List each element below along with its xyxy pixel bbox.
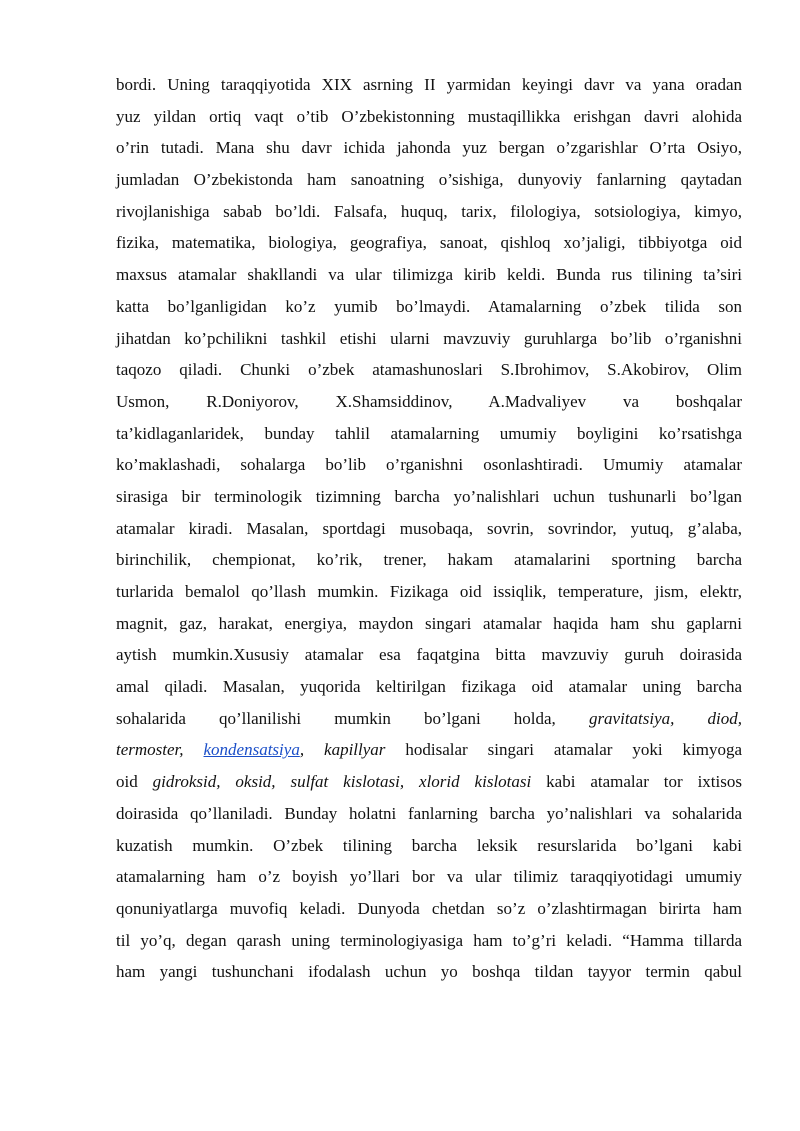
italic-term-diod: diod, (707, 708, 743, 728)
text-line-23-prefix: oid (116, 772, 138, 792)
kondensatsiya-link[interactable]: kondensatsiya (203, 740, 300, 760)
text-line-3: o’rin tutadi. Mana shu davr ichida jahonda yuz bergan o’zgarishlar O’rta Osiyo, (116, 138, 742, 158)
text-line-12: ta’kidlaganlaridek, bunday tahlil atamalarning umumiy boyligini ko’rsatishga (116, 423, 742, 443)
text-line-24: doirasida qo’llaniladi. Bunday holatni fanlarning barcha yo’nalishlari va sohalarida (116, 803, 742, 823)
text-line-21-prefix: sohalarida qo’llanilishi mumkin bo’lgani holda, (116, 708, 556, 728)
text-line-28: til yo’q, degan qarash uning terminologiyasiga ham to’g’ri keladi. “Hamma tillarda (116, 930, 742, 950)
text-line-5: rivojlanishiga sabab bo’ldi. Falsafa, huquq, tarix, filologiya, sotsiologiya, kimyo, (116, 201, 742, 221)
text-line-9: jihatdan ko’pchilikni tashkil etishi ularni mavzuviy guruhlarga bo’lib o’rganishni (116, 328, 742, 348)
text-line-23-suffix: kabi atamalar tor ixtisos (546, 772, 742, 792)
text-line-15: atamalar kiradi. Masalan, sportdagi musobaqa, sovrin, sovrindor, yutuq, g’alaba, (116, 518, 742, 538)
text-line-10: taqozo qiladi. Chunki o’zbek atamashunoslari S.Ibrohimov, S.Akobirov, Olim (116, 360, 742, 380)
text-line-13: ko’maklashadi, sohalarga bo’lib o’rganishni osonlashtiradi. Umumiy atamalar (116, 455, 742, 475)
text-line-22 (116, 734, 742, 766)
text-line-11: Usmon, R.Doniyorov, X.Shamsiddinov, A.Madvaliyev va boshqalar (116, 391, 742, 411)
text-line-25: kuzatish mumkin. O’zbek tilining barcha leksik resurslarida bo’lgani kabi (116, 835, 742, 855)
text-line-7: maxsus atamalar shakllandi va ular tilimizga kirib keldi. Bunda rus tilining ta’siri (116, 265, 742, 285)
italic-terms-chemistry: gidroksid, oksid, sulfat kislotasi, xlorid kislotasi (152, 772, 532, 792)
text-line-2: yuz yildan ortiq vaqt o’tib O’zbekistonning mustaqillikka erishgan davri alohida (116, 106, 742, 126)
text-line-26: atamalarning ham o’z boyish yo’llari bor va ular tilimiz taraqqiyotidagi umumiy (116, 867, 742, 887)
text-line-1: bordi. Uning taraqqiyotida XIX asrning II yarmidan keyingi davr va yana oradan (116, 75, 742, 94)
text-line-18: magnit, gaz, harakat, energiya, maydon singari atamalar haqida ham shu gaplarni (116, 613, 742, 633)
italic-term-termoster: termoster, (116, 740, 184, 760)
text-line-17: turlarida bemalol qo’llash mumkin. Fizikaga oid issiqlik, temperature, jism, elektr, (116, 582, 742, 601)
text-line-16: birinchilik, chempionat, ko’rik, trener, hakam atamalarini sportning barcha (116, 550, 742, 570)
text-line-22-suffix: hodisalar singari atamalar yoki kimyoga (405, 740, 743, 760)
text-line-20: amal qiladi. Masalan, yuqorida keltirilgan fizikaga oid atamalar uning barcha (116, 677, 742, 697)
text-line-21 (116, 703, 742, 735)
text-line-29: ham yangi tushunchani ifodalash uchun yo boshqa tildan tayyor termin qabul (116, 962, 742, 982)
text-line-23 (116, 766, 742, 798)
text-line-19: aytish mumkin.Xususiy atamalar esa faqatgina bitta mavzuviy guruh doirasida (116, 645, 742, 665)
text-line-27: qonuniyatlarga muvofiq keladi. Dunyoda chetdan so’z o’zlashtirmagan birirta ham (116, 898, 742, 918)
text-line-4: jumladan O’zbekistonda ham sanoatning o’sishiga, dunyoviy fanlarning qaytadan (116, 170, 742, 190)
italic-term-kapillyar: , kapillyar (299, 740, 386, 760)
document-body (116, 69, 742, 988)
text-line-8: katta bo’lganligidan ko’z yumib bo’lmaydi. Atamalarning o’zbek tilida son (116, 296, 742, 316)
italic-term-gravitatsiya: gravitatsiya, (588, 708, 675, 728)
text-line-6: fizika, matematika, biologiya, geografiya, sanoat, qishloq xo’jaligi, tibbiyotga oid (116, 233, 742, 253)
text-line-14: sirasiga bir terminologik tizimning barcha yo’nalishlari uchun tushunarli bo’lgan (116, 486, 742, 506)
